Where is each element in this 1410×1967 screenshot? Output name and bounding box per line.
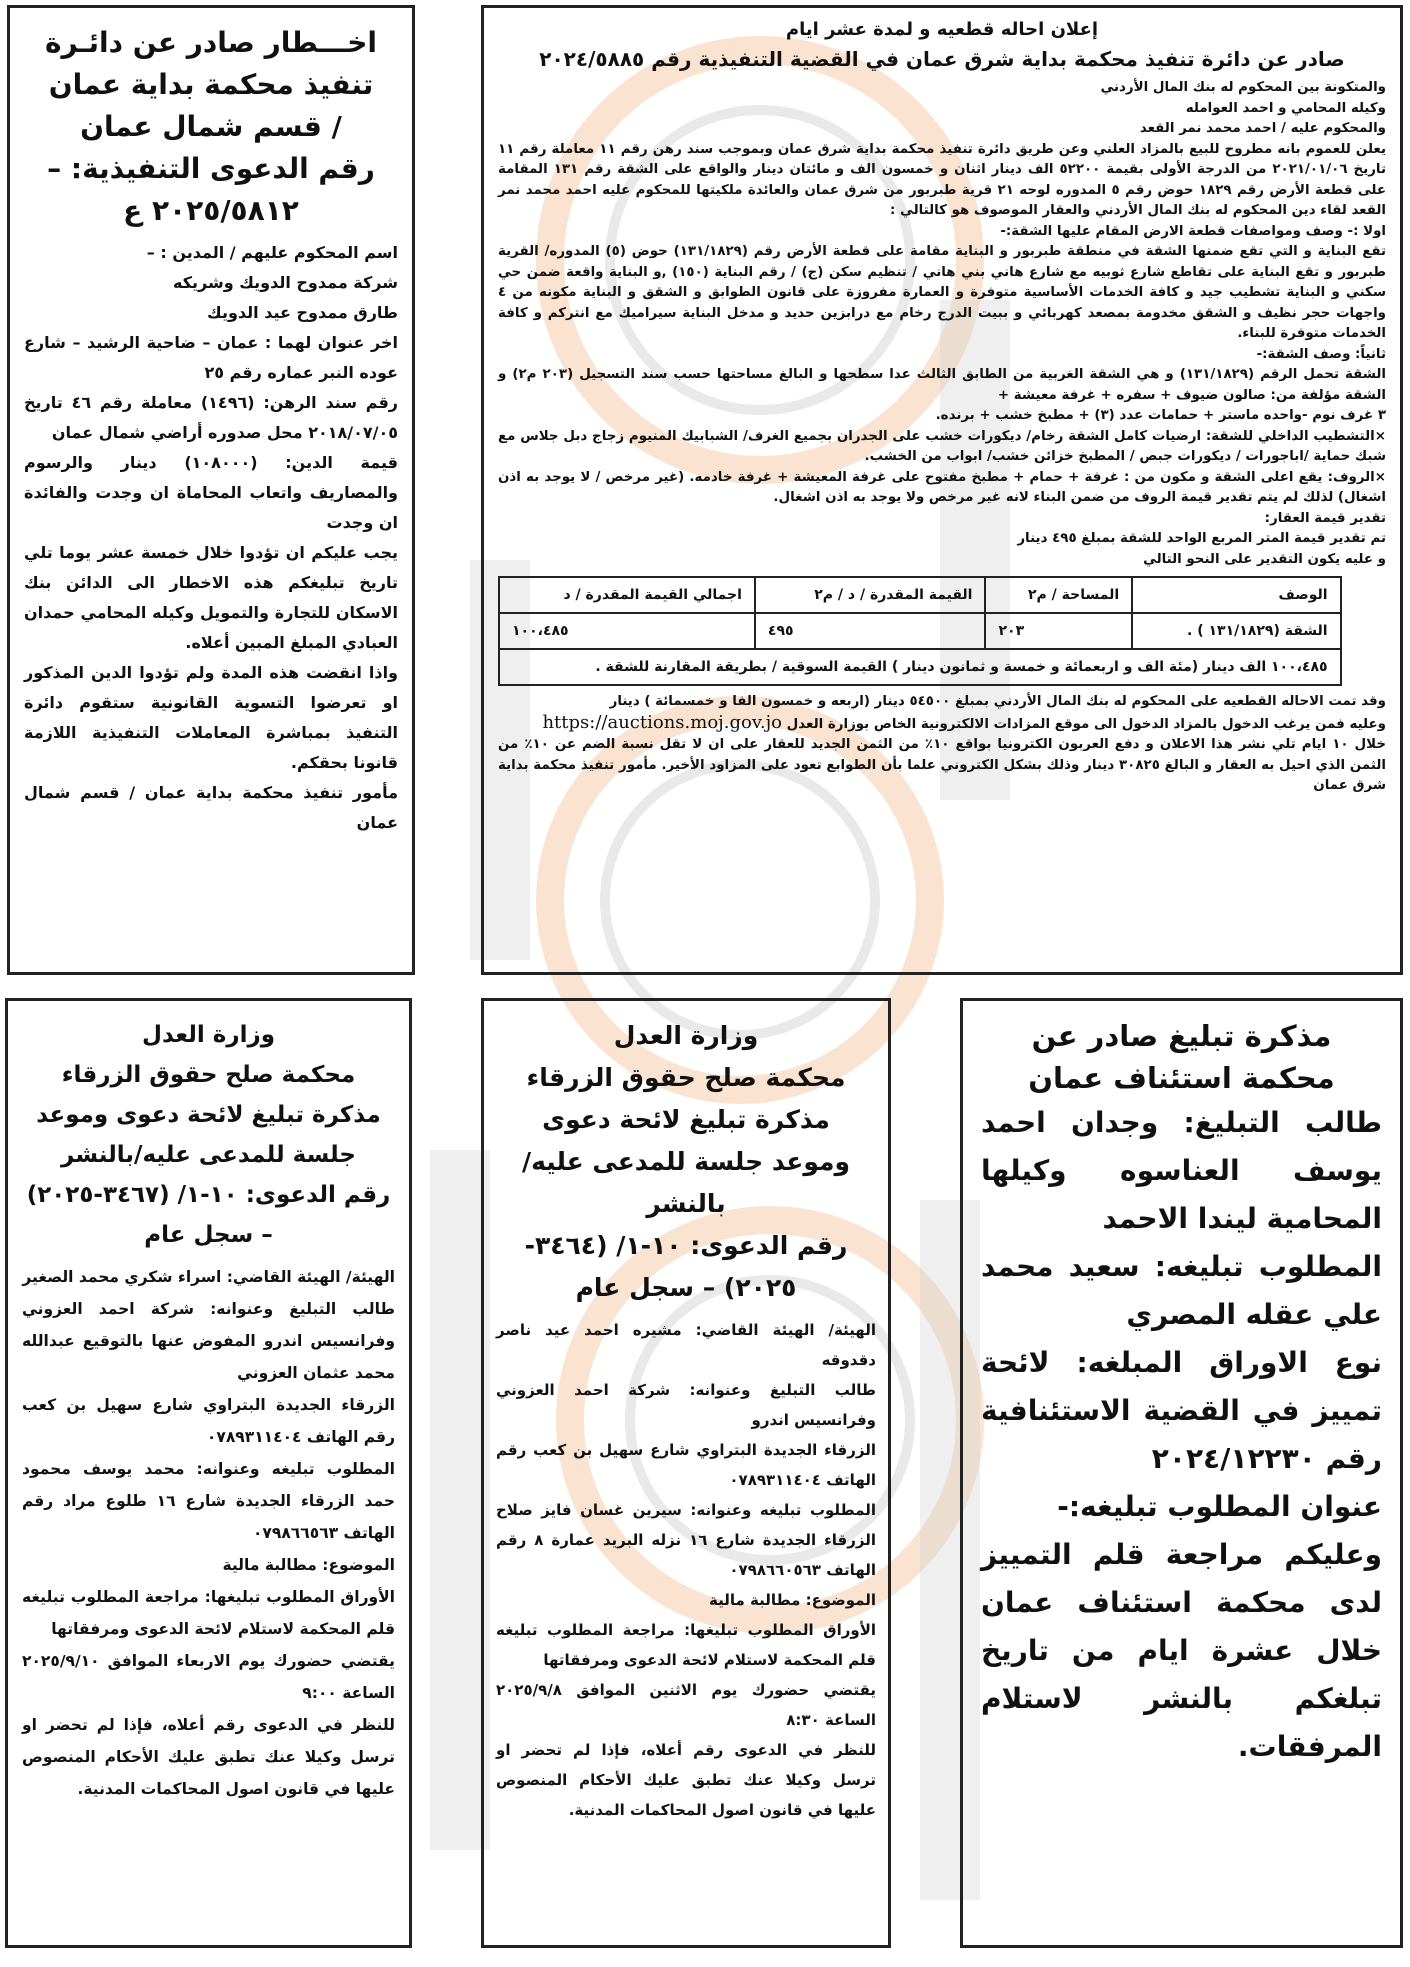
table-cell: ٤٩٥ (755, 613, 986, 649)
table-total-row (499, 649, 1341, 685)
title-line: مذكرة تبليغ صادر عن (1031, 1019, 1332, 1053)
notice-title (981, 1015, 1382, 1099)
paragraph: واذا انقضت هذه المدة ولم تؤدوا الدين المذكور او تعرضوا التسوية القانونية ستقوم دائرة التنفيذ بمباشرة المعاملات التنفيذية اللازمة قانونا بحقكم. (24, 663, 398, 772)
notice-title (24, 22, 398, 232)
paragraph: للنظر في الدعوى رقم أعلاه، فإذا لم تحضر او ترسل وكيلا عنك تطبق عليك الأحكام المنصوص عليها في قانون اصول المحاكمات المدنية. (496, 1741, 876, 1819)
paragraph: وكيله المحامي و احمد العوامله (1185, 100, 1386, 116)
title-line: / قسم شمال عمان (80, 110, 342, 143)
case-number: رقم الدعوى: ١٠-١/ (٣٤٦٧-٢٠٢٥) (26, 1182, 391, 1208)
title-line: بالنشر (646, 1189, 726, 1218)
case-number: رقم الدعوى: ١٠-١/ (٣٤٦٤- (524, 1231, 848, 1260)
paragraph: والمتكونة بين المحكوم له بنك المال الأردني (1100, 80, 1386, 95)
table-row (499, 613, 1341, 649)
title-line: وزارة العدل (142, 1022, 275, 1048)
paragraph: الهيئة/ الهيئة القاضي: اسراء شكري محمد الصغير (22, 1268, 395, 1286)
title-line: ٢٠٢٥) – سجل عام (575, 1273, 797, 1302)
title-line: اخـــطار صادر عن دائـرة (44, 26, 378, 59)
paragraph: طالب التبليغ وعنوانه: شركة احمد العزوني وفرانسيس اندرو المفوض عنها بالتوقيع عبدالله محمد عثمان العزوني (22, 1300, 395, 1382)
title-line: محكمة صلح حقوق الزرقاء (61, 1062, 356, 1088)
paragraph: و عليه يكون التقدير على النحو التالي (1143, 551, 1386, 567)
title-line: جلسة للمدعى عليه/بالنشر (61, 1142, 356, 1168)
paragraph: اسم المحكوم عليهم / المدين : – (146, 243, 398, 262)
paragraph: الشقة تحمل الرقم (١٣١/١٨٢٩) و هي الشقة الغربية من الطابق الثالث عدا سطحها و البالغ مساحتها حسب سند التسجيل (٢٠٣ م٢) و الشقة مؤلفة من: صالون ضيوف + سفره + غرفة معيشة + (498, 367, 1387, 403)
paragraph: ٣ غرف نوم -واحده ماستر + حمامات عدد (٣) + مطبخ خشب + برنده. (935, 408, 1386, 423)
table-header-row (499, 577, 1341, 613)
title-line: مذكرة تبليغ لائحة دعوى (542, 1105, 830, 1134)
paragraph: شركة ممدوح الدويك وشريكه (173, 273, 398, 292)
paragraph: اخر عنوان لهما : عمان – ضاحية الرشيد – شارع عوده النبر عماره رقم ٢٥ (24, 333, 398, 382)
notice-summons-3464 (481, 998, 891, 1948)
paragraph: وقد تمت الاحاله القطعيه على المحكوم له بنك المال الأردني بمبلغ ٥٤٥٠٠ دينار (اربعه و خمسون الفا و خمسمائة ) دينار (609, 694, 1386, 709)
paragraph: ×الروف: يقع اعلى الشقة و مكون من : غرفة + حمام + مطبخ مفتوح على غرفة المعيشة + غرفة خادمه. (غير مرخص / لا يوجد به اذن اشغال) لذلك لم يتم تقدير قيمة الروف من ضمن البناء لانه غير مرخص ولا يوجد به اذن اشغال. (498, 469, 1386, 505)
notice-appeal-court (960, 998, 1403, 1948)
paragraph (498, 713, 1386, 736)
paragraph: والمحكوم عليه / احمد محمد نمر القعد (1139, 121, 1386, 136)
paragraph: المطلوب تبليغه وعنوانه: محمد يوسف محمود حمد الزرقاء الجديدة شارع ١٦ طلوع مراد رقم الهاتف ٠٧٩٨٦٦٥٦٣ (22, 1460, 396, 1542)
paragraph: وعليكم مراجعة قلم التمييز لدى محكمة استئناف عمان خلال عشرة ايام من تاريخ تبلغكم بالنشر لاستلام المرفقات. (981, 1538, 1382, 1763)
table-cell: الشقة (١٣١/١٨٢٩ ) . (1132, 613, 1340, 649)
paragraph: تقع البناية و التي تقع ضمنها الشقة في منطقة طبربور و البناية مقامة على قطعة الأرض رقم (١٣١/١٨٢٩) حوض (٥) المدوره/ القرية طبربور و تقع البناية على تقاطع شارع ثوبيه مع شارع هاني بني هاني / تنظيم سكن (ج) / رقم البناية (١٥٠) ,و البناية واقعة ضمن حي سكني و البناية تشطيب جيد و كافة الخدمات الأساسية متوفرة و العمارة مفروزة على قانون الطوابق و الشقق و البناية مكونه من ٤ واجهات حجر نظيف و الشقق مخدومة بمصعد كهربائي و ببيت الدرج رخام مع درابزين حديد و مدخل البناية سيراميك مع انتركم و كافة الخدمات متوفرة للبناء. (498, 244, 1387, 341)
title-line: محكمة صلح حقوق الزرقاء (526, 1063, 846, 1092)
paragraph: يقتضي حضورك يوم الاثنين الموافق ٢٠٢٥/٩/٨ الساعة ٨:٣٠ (496, 1681, 876, 1729)
paragraph: للنظر في الدعوى رقم أعلاه، فإذا لم تحضر او ترسل وكيلا عنك تطبق عليك الأحكام المنصوص عليها في قانون اصول المحاكمات المدنية. (22, 1716, 395, 1798)
notice-execution-warning (7, 5, 415, 975)
paragraph: يجب عليكم ان تؤدوا خلال خمسة عشر يوما تلي تاريخ تبليغكم هذه الاخطار الى الدائن بنك الاسكان للتجارة والتمويل وكيله المحامي حمدان العبادي المبلغ المبين أعلاه. (24, 543, 398, 652)
paragraph: عنوان المطلوب تبليغه:- (1057, 1490, 1382, 1523)
paragraph: الزرقاء الجديدة البتراوي شارع سهيل بن كعب رقم الهاتف ٠٧٨٩٣١١٤٠٤ (22, 1396, 395, 1446)
title-line: وموعد جلسة للمدعى عليه/ (521, 1147, 851, 1176)
table-total: ١٠٠،٤٨٥ الف دينار (مئة الف و اربعمائة و خمسة و ثمانون دينار ) القيمة السوقية / بطريقة المقارنة للشقة . (499, 649, 1341, 685)
case-number: ٢٠٢٥/٥٨١٢ ع (123, 194, 299, 227)
paragraph: نوع الاوراق المبلغه: لائحة تمييز في القضية الاستئنافية رقم ٢٠٢٤/١٢٢٣٠ (981, 1346, 1382, 1475)
paragraph: المطلوب تبليغه: سعيد محمد علي عقله المصري (981, 1250, 1382, 1331)
paragraph: تم تقدير قيمة المتر المربع الواحد للشقة بمبلغ ٤٩٥ دينار (1017, 531, 1386, 546)
paragraph: ×التشطيب الداخلي للشقة: ارضيات كامل الشقة رخام/ ديكورات خشب على الجدران بجميع الغرف/ الشبابيك المنيوم زجاج دبل جلاس مع شبك حماية /اباجورات / ديكورات جبص / المطبخ خزائن خشب/ ابواب من الخشب. (498, 428, 1386, 464)
paragraph: الهيئة/ الهيئة القاضي: مشيره احمد عيد ناصر دقدوقه (496, 1321, 876, 1369)
paragraph: رقم سند الرهن: (١٤٩٦) معاملة رقم ٤٦ تاريخ ٢٠١٨/٠٧/٠٥ محل صدوره أراضي شمال عمان (24, 393, 399, 442)
paragraph: الأوراق المطلوب تبليغها: مراجعة المطلوب تبليغه قلم المحكمة لاستلام لائحة الدعوى ومرفقاتها (22, 1588, 395, 1638)
paragraph-text: وعليه فمن يرغب الدخول بالمزاد الدخول الى موقع المزادات الالكترونية الخاص بوزارة العدل (786, 716, 1386, 732)
paragraph: ثانياً: وصف الشقة:- (1256, 346, 1386, 362)
paragraph: اولا :- وصف ومواصفات قطعة الارض المقام عليها الشقة:- (1000, 223, 1386, 239)
table-cell: ١٠٠،٤٨٥ (499, 613, 755, 649)
notice-final-auction (481, 5, 1403, 975)
notice-subtitle: صادر عن دائرة تنفيذ محكمة بداية شرق عمان في القضية التنفيذية رقم ٢٠٢٤/٥٨٨٥ (539, 47, 1345, 71)
notice-body (24, 238, 398, 838)
notice-body (496, 1315, 876, 1825)
notice-title: إعلان احاله قطعيه و لمدة عشر ايام (785, 19, 1099, 40)
paragraph: الزرقاء الجديدة البتراوي شارع سهيل بن كعب رقم الهاتف ٠٧٨٩٣١١٤٠٤ (496, 1441, 876, 1489)
table-header: القيمة المقدرة / د / م٢ (755, 577, 986, 613)
paragraph: الموضوع: مطالبة مالية (222, 1556, 395, 1574)
paragraph: طارق ممدوح عيد الدويك (207, 303, 398, 322)
title-line: تنفيذ محكمة بداية عمان (48, 68, 374, 101)
notice-summons-3467 (5, 998, 412, 1948)
paragraph: قيمة الدين: (١٠٨٠٠٠) دينار والرسوم والمصاريف واتعاب المحاماة ان وجدت والفائدة ان وجدت (24, 453, 398, 532)
paragraph: الموضوع: مطالبة مالية (709, 1591, 876, 1609)
paragraph: المطلوب تبليغه وعنوانه: سيرين غسان فايز صلاح الزرقاء الجديدة شارع ١٦ نزله البريد عمارة ٨ رقم الهاتف ٠٧٩٨٦٦٠٥٦٣ (496, 1501, 876, 1579)
title-line: رقم الدعوى التنفيذية: – (47, 152, 375, 185)
valuation-table (498, 576, 1342, 686)
paragraph: طالب التبليغ: وجدان احمد يوسف العناسوه وكيلها المحامية ليندا الاحمد (981, 1106, 1382, 1235)
notice-body (498, 78, 1386, 797)
title-line: مذكرة تبليغ لائحة دعوى وموعد (36, 1102, 381, 1128)
title-line: وزارة العدل (613, 1021, 759, 1050)
auctions-link[interactable]: https://auctions.moj.gov.jo (542, 711, 782, 733)
notice-title (496, 1015, 876, 1309)
paragraph: يقتضي حضورك يوم الاربعاء الموافق ٢٠٢٥/٩/١٠ الساعة ٩:٠٠ (22, 1652, 395, 1702)
paragraph: طالب التبليغ وعنوانه: شركة احمد العزوني وفرانسيس اندرو (496, 1381, 876, 1429)
table-cell: ٢٠٣ (985, 613, 1132, 649)
paragraph: يعلن للعموم بانه مطروح للبيع بالمزاد العلني وعن طريق دائرة تنفيذ محكمة بداية شرق عمان وبموجب سند رهن رقم ١١ معاملة رقم ١١ تاريخ ٢٠٢١/٠١/٠٦ من الدرجة الأولى بقيمة ٥٢٢٠٠ الف دينار اثنان و خمسون الف و مائتان دينار والواقع على الشقة رقم ١٣١ المقامة على قطعة الأرض رقم ١٨٢٩ حوض رقم ٥ المدوره لوحه ٢١ قرية طبربور من شرق عمان والعائدة ملكيتها للمحكوم عليه احمد محمد نمر القعد لقاء دين المحكوم له بنك المال الأردني والعقار الموصوف هو كالتالي : (498, 141, 1387, 218)
table-header: المساحة / م٢ (985, 577, 1132, 613)
paragraph: الأوراق المطلوب تبليغها: مراجعة المطلوب تبليغه قلم المحكمة لاستلام لائحة الدعوى ومرفقاتها (496, 1621, 876, 1669)
table-header: الوصف (1132, 577, 1340, 613)
signature: مأمور تنفيذ محكمة بداية عمان / قسم شمال عمان (24, 783, 398, 832)
title-line: محكمة استئناف عمان (1028, 1061, 1335, 1095)
paragraph: خلال ١٠ ايام تلي نشر هذا الاعلان و دفع العربون الكترونيا بواقع ١٠٪ من الثمن الجديد للعقار على ان لا تقل نسبة الضم عن ١٠٪ من الثمن الذي احيل به العقار و البالغ ٣٠٨٢٥ دينار وذلك بشكل الكتروني علما بأن الطوابع تعود على المزاود الأخير. مأمور تنفيذ محكمة بداية شرق عمان (498, 737, 1386, 793)
notice-title (22, 1015, 395, 1255)
table-header: اجمالي القيمة المقدرة / د (499, 577, 755, 613)
notice-body (22, 1261, 395, 1805)
paragraph: تقدير قيمة العقار: (1264, 510, 1386, 526)
notice-body (981, 1099, 1382, 1771)
title-line: – سجل عام (144, 1222, 273, 1248)
